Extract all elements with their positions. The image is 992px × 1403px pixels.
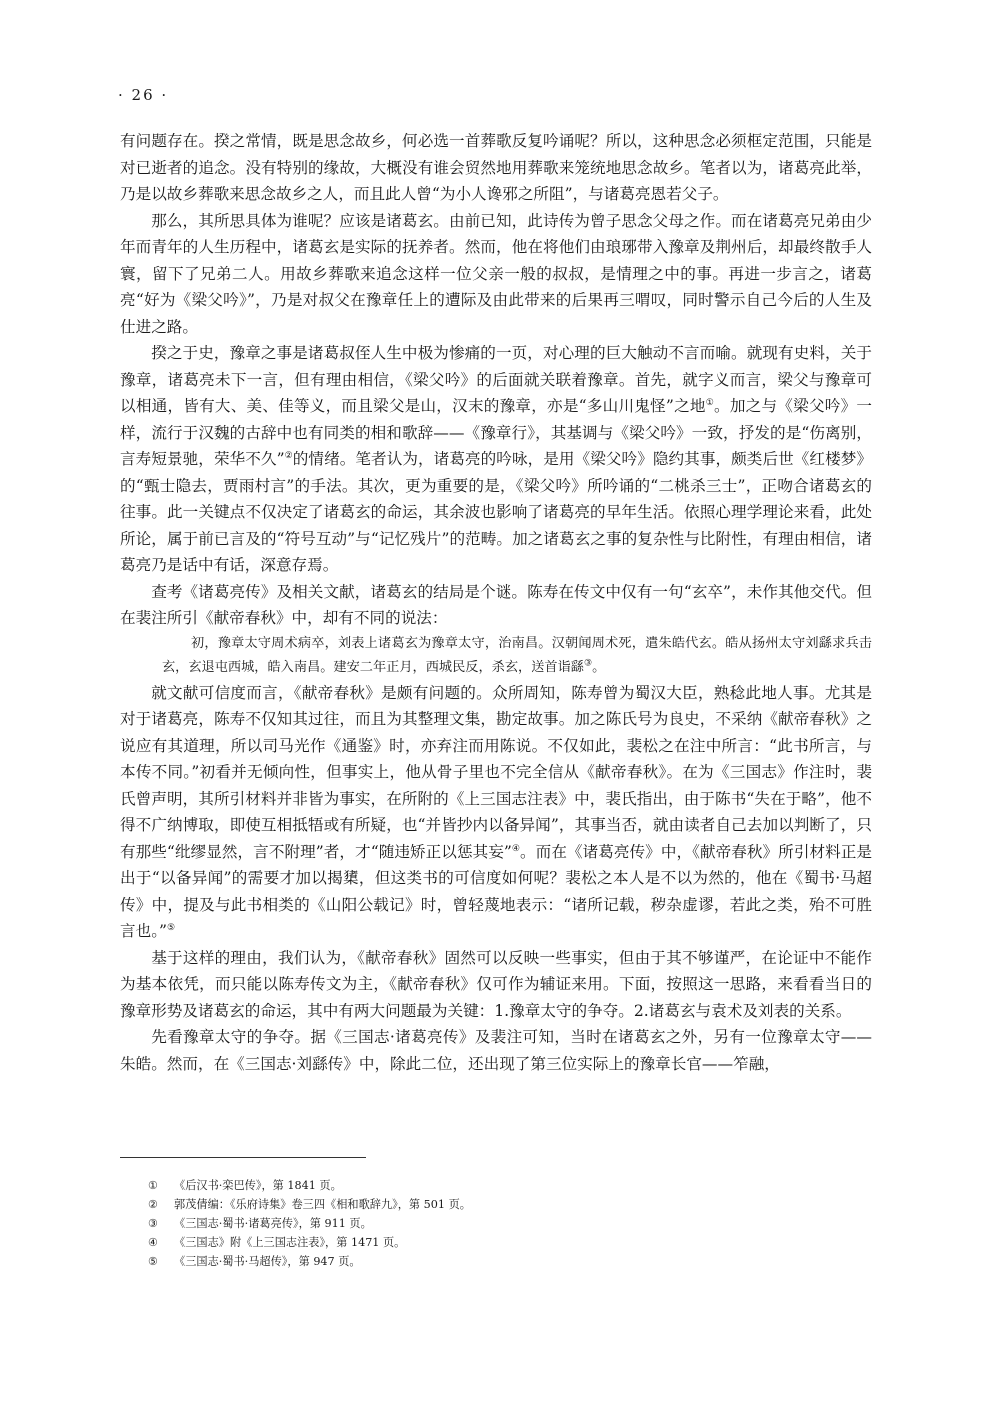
footnote-item — [148, 1252, 471, 1271]
block-quote-end: 。 — [592, 659, 606, 675]
paragraph-7: 先看豫章太守的争夺。据《三国志·诸葛亮传》及裴注可知，当时在诸葛玄之外，另有一位豫章太守——朱皓。然而，在《三国志·刘繇传》中，除此二位，还出现了第三位实际上的豫章长官——笮融， — [120, 1028, 872, 1073]
paragraph-5-part-1: 就文献可信度而言，《献帝春秋》是颇有问题的。众所周知，陈寿曾为蜀汉大臣，熟稔此地人事。尤其是对于诸葛亮，陈寿不仅知其过往，而且为其整理文集，勘定故事。加之陈氏号为良史，不采纳《献帝春秋》之说应有其道理，所以司马光作《通鉴》时，亦弃注而用陈说。不仅如此，裴松之在注中所言：“此书所言，与本传不同。”初看并无倾向性，但事实上，他从骨子里也不完全信从《献帝春秋》。在为《三国志》作注时，裴氏曾声明，其所引材料并非皆为事实，在所附的《上三国志注表》中，裴氏指出，由于陈书“失在于略”，他不得不广纳博取，即使互相抵牾或有所疑，也“并皆抄内以备异闻”，其事当否，就由读者自己去加以判断了，只有那些“纰缪显然，言不附理”者，才“随违矫正以惩其妄” — [120, 683, 872, 861]
footnote-mark: ④ — [148, 1236, 159, 1249]
paragraph-6: 基于这样的理由，我们认为，《献帝春秋》固然可以反映一些事实，但由于其不够谨严，在论证中不能作为基本依凭，而只能以陈寿传文为主，《献帝春秋》仅可作为辅证来用。下面，按照这一思路，来看看当日的豫章形势及诸葛玄的命运，其中有两大问题最为关键：1.豫章太守的争夺。2.诸葛玄与袁术及刘表的关系。 — [120, 948, 872, 1020]
footnote-text: 《三国志》附《上三国志注表》，第 1471 页。 — [174, 1236, 406, 1249]
block-quote — [120, 632, 872, 680]
page-number: · 26 · — [118, 86, 169, 104]
footnote-item — [148, 1195, 471, 1214]
paragraph-3-part-1: 揆之于史，豫章之事是诸葛叔侄人生中极为惨痛的一页，对心理的巨大触动不言而喻。就现有史料，关于豫章，诸葛亮未下一言，但有理由相信，《梁父吟》的后面就关联着豫章。首先，就字义而言，梁父与豫章可以相通，皆有大、美、佳等义，而且梁父是山，汉末的豫章，亦是“多山川鬼怪”之地 — [120, 344, 872, 415]
footnote-divider — [120, 1157, 366, 1158]
footnote-mark: ② — [148, 1198, 159, 1211]
paragraph-2: 那么，其所思具体为谁呢？应该是诸葛玄。由前已知，此诗传为曾子思念父母之作。而在诸葛亮兄弟由少年而青年的人生历程中，诸葛玄是实际的抚养者。然而，他在将他们由琅琊带入豫章及荆州后，却最终散手人寰，留下了兄弟二人。用故乡葬歌来追念这样一位父亲一般的叔叔，是情理之中的事。再进一步言之，诸葛亮“好为《梁父吟》”，乃是对叔父在豫章任上的遭际及由此带来的后果再三喟叹，同时警示自己今后的人生及仕进之路。 — [120, 211, 872, 336]
paragraph-3 — [120, 340, 872, 579]
paragraph-1: 有问题存在。揆之常情，既是思念故乡，何必选一首葬歌反复吟诵呢？所以，这种思念必须框定范围，只能是对已逝者的追念。没有特别的缘故，大概没有谁会贸然地用葬歌来笼统地思念故乡。笔者以为，诸葛亮此举，乃是以故乡葬歌来思念故乡之人，而且此人曾“为小人谗邪之所阻”，与诸葛亮恩若父子。 — [120, 132, 872, 203]
footnote-ref-4[interactable]: ④ — [511, 843, 521, 854]
footnote-item — [148, 1176, 471, 1195]
paragraph-3-part-2: 。加之与《梁父吟》一样，流行于汉魏的古辞中也有同类的相和歌辞——《豫章行》，其基调与《梁父吟》一致，抒发的是“伤离别，言寿短景驰，荣华不久” — [120, 397, 872, 468]
footnote-text: 《三国志·蜀书·诸葛亮传》，第 911 页。 — [174, 1217, 372, 1230]
body-text — [120, 128, 872, 1077]
paragraph-5 — [120, 680, 872, 945]
paragraph-4: 查考《诸葛亮传》及相关文献，诸葛玄的结局是个谜。陈寿在传文中仅有一句“玄卒”，未作其他交代。但在裴注所引《献帝春秋》中，却有不同的说法： — [120, 582, 872, 627]
footnote-ref-3[interactable]: ③ — [584, 658, 593, 669]
footnotes — [148, 1176, 471, 1271]
footnote-text: 《后汉书·栾巴传》，第 1841 页。 — [174, 1179, 342, 1192]
footnote-text: 郭茂倩编：《乐府诗集》卷三四《相和歌辞九》，第 501 页。 — [174, 1198, 471, 1211]
footnote-item — [148, 1214, 471, 1233]
block-quote-text: 初，豫章太守周术病卒，刘表上诸葛玄为豫章太守，治南昌。汉朝闻周术死，遣朱皓代玄。皓从扬州太守刘繇求兵击玄，玄退屯西城，皓入南昌。建安二年正月，西城民反，杀玄，送首诣繇 — [162, 635, 872, 675]
footnote-ref-2[interactable]: ② — [284, 450, 293, 461]
footnote-mark: ⑤ — [148, 1255, 159, 1268]
footnote-mark: ③ — [148, 1217, 159, 1230]
paragraph-3-part-3: 的情绪。笔者认为，诸葛亮的吟咏，是用《梁父吟》隐约其事，颇类后世《红楼梦》的“甄士隐去，贾雨村言”的手法。其次，更为重要的是，《梁父吟》所吟诵的“二桃杀三士”，正吻合诸葛玄的往事。此一关键点不仅决定了诸葛玄的命运，其余波也影响了诸葛亮的早年生活。依照心理学理论来看，此处所论，属于前已言及的“符号互动”与“记忆残片”的范畴。加之诸葛玄之事的复杂性与比附性，有理由相信，诸葛亮乃是话中有话，深意存焉。 — [120, 450, 872, 574]
footnote-ref-1[interactable]: ① — [705, 397, 715, 408]
paragraph-5-part-2: 。而在《诸葛亮传》中，《献帝春秋》所引材料正是出于“以备异闻”的需要才加以揭橥，但这类书的可信度如何呢？裴松之本人是不以为然的，他在《蜀书·马超传》中，提及与此书相类的《山阳公载记》时，曾轻蔑地表示：“诸所记载，秽杂虚谬，若此之类，殆不可胜言也。” — [120, 842, 872, 940]
footnote-mark: ① — [148, 1179, 159, 1192]
footnote-text: 《三国志·蜀书·马超传》，第 947 页。 — [174, 1255, 361, 1268]
footnote-ref-5[interactable]: ⑤ — [166, 922, 176, 933]
footnote-item — [148, 1233, 471, 1252]
